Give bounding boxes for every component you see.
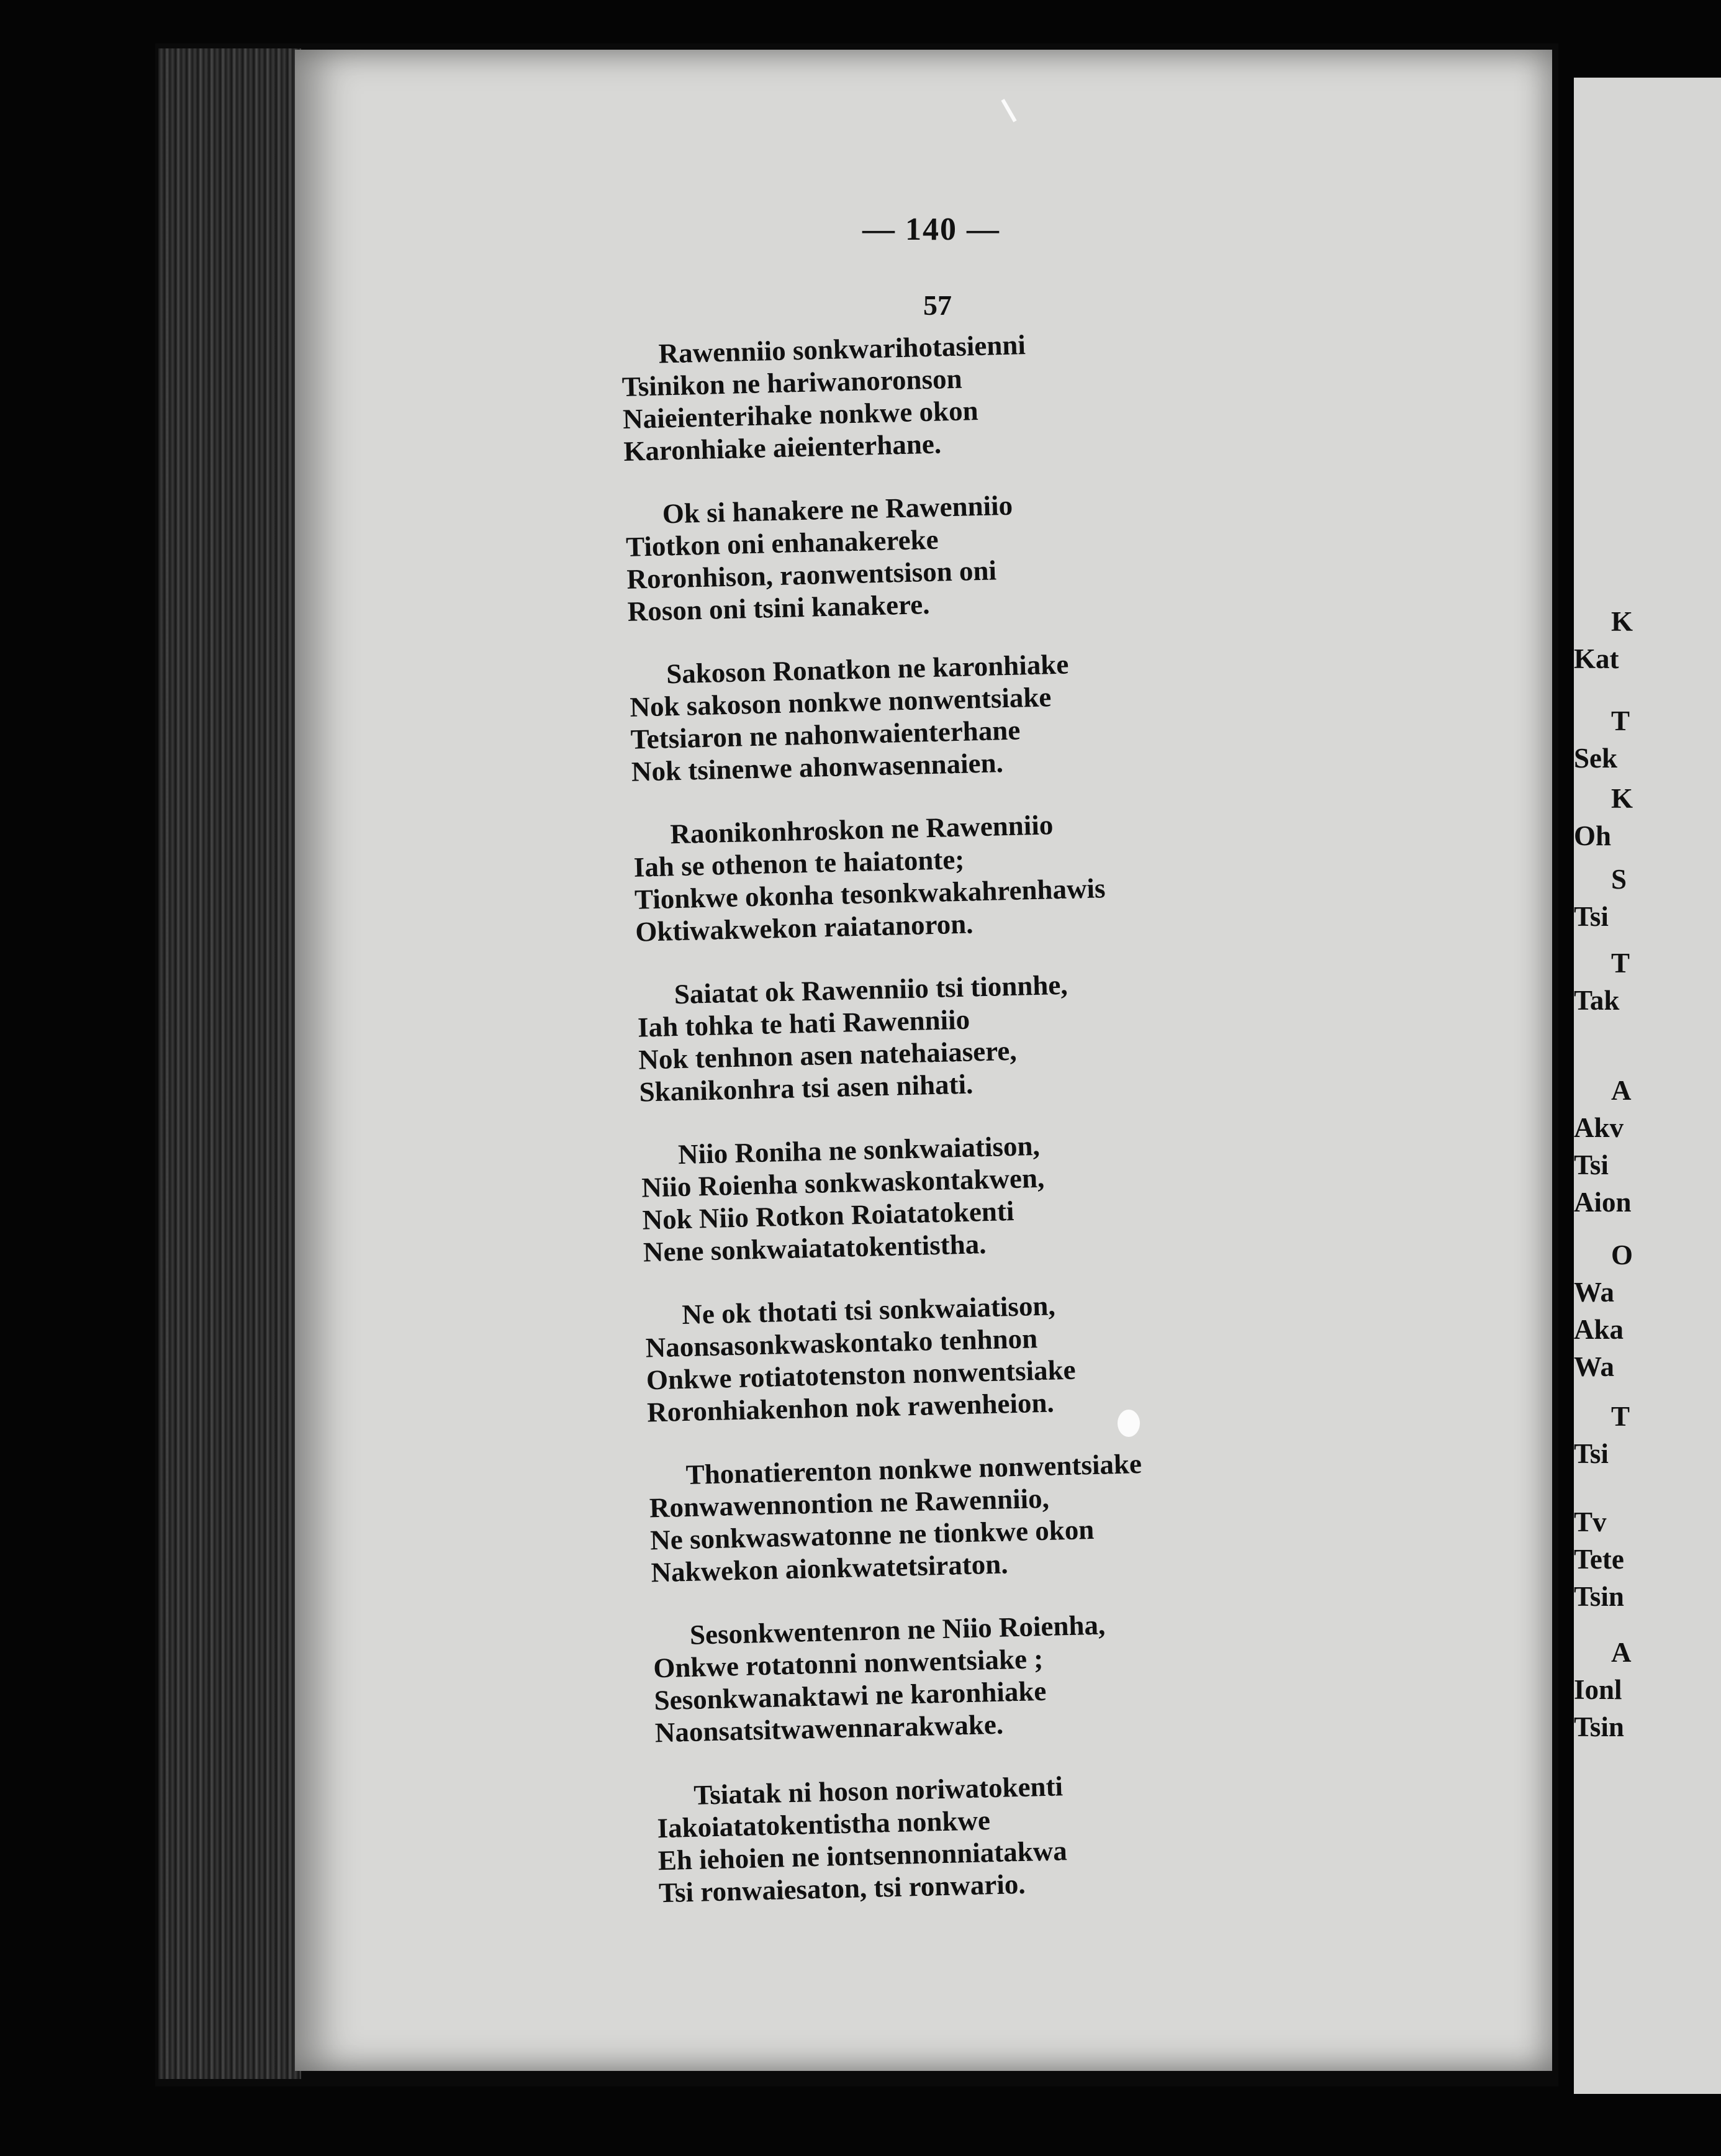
verse-line: Onkwe rotatonni nonwentsiake ; xyxy=(653,1643,1044,1684)
scan-speck xyxy=(1118,1410,1140,1437)
hymn-number: 57 xyxy=(923,289,952,321)
verse-line: Skanikonhra tsi asen nihati. xyxy=(639,1068,973,1108)
verse-line: Nene sonkwaiatatokentistha. xyxy=(643,1228,987,1268)
facing-page-fragment: Tete xyxy=(1574,1544,1624,1575)
stanza xyxy=(641,1124,1265,1268)
facing-page-fragment: Tsi xyxy=(1574,1438,1609,1469)
verse-line: Eh iehoien ne iontsennonniatakwa xyxy=(657,1835,1068,1877)
verse-line: Ne sonkwaswatonne ne tionkwe okon xyxy=(649,1513,1095,1556)
facing-page-fragment: Aion xyxy=(1574,1187,1632,1218)
verse-line: Tiotkon oni enhanakereke xyxy=(625,523,939,563)
facing-page-fragment: T xyxy=(1611,948,1630,979)
hymn-text xyxy=(621,324,1281,1941)
verse-line: Onkwe rotiatotenston nonwentsiake xyxy=(646,1354,1077,1396)
facing-page-fragment: Tsin xyxy=(1574,1711,1624,1742)
facing-page-fragment: Wa xyxy=(1574,1351,1615,1382)
verse-line: Saiatat ok Rawenniio tsi tionnhe, xyxy=(674,969,1068,1010)
verse-line: Iah tohka te hati Rawenniio xyxy=(637,1003,970,1043)
facing-page-fragment: S xyxy=(1611,864,1627,895)
stanza xyxy=(644,1284,1268,1428)
facing-page-fragment: K xyxy=(1611,606,1633,637)
verse-line: Ronwawennontion ne Rawenniio, xyxy=(649,1482,1050,1524)
verse-line: Nok tsinenwe ahonwasennaien. xyxy=(631,747,1004,787)
stanza xyxy=(656,1765,1280,1909)
verse-line: Tetsiaron ne nahonwaienterhane xyxy=(630,714,1021,755)
facing-page-fragment: Oh xyxy=(1574,820,1612,851)
verse-line: Rawenniio sonkwarihotasienni xyxy=(658,329,1026,369)
verse-line: Thonatierenton nonkwe nonwentsiake xyxy=(685,1448,1142,1490)
stanza xyxy=(633,804,1257,948)
verse-line: Naonsatsitwawennarakwake. xyxy=(654,1708,1004,1749)
page-number: — 140 — xyxy=(862,212,1000,247)
facing-page-fragment: Akv xyxy=(1574,1112,1624,1143)
verse-line: Nok tenhnon asen natehaiasere, xyxy=(638,1035,1018,1076)
facing-page-fragment: Tv xyxy=(1574,1506,1607,1538)
facing-page-fragment: Aka xyxy=(1574,1314,1624,1345)
facing-page-fragment: K xyxy=(1611,783,1633,814)
verse-line: Nok sakoson nonkwe nonwentsiake xyxy=(629,681,1052,723)
verse-line: Oktiwakwekon raiatanoron. xyxy=(635,908,974,948)
stanza xyxy=(636,964,1260,1108)
stanza xyxy=(652,1605,1276,1749)
verse-line: Roronhison, raonwentsison oni xyxy=(626,555,997,595)
verse-line: Naonsasonkwaskontako tenhnon xyxy=(645,1323,1038,1364)
stanza xyxy=(629,643,1253,787)
stanza xyxy=(621,324,1245,468)
verse-line: Ne ok thotati tsi sonkwaiatison, xyxy=(681,1290,1056,1331)
verse-line: Tionkwe okonha tesonkwakahrenhawis xyxy=(634,872,1106,915)
facing-page-fragment: Ionl xyxy=(1574,1674,1622,1705)
facing-page-edge xyxy=(1574,78,1721,2094)
verse-line: Sesonkwentenron ne Niio Roienha, xyxy=(689,1609,1106,1651)
facing-page-fragment: T xyxy=(1611,705,1630,736)
stanza xyxy=(625,483,1249,627)
verse-line: Iah se othenon te haiatonte; xyxy=(633,843,965,883)
facing-page-fragment: Kat xyxy=(1574,643,1619,674)
verse-line: Tsiatak ni hoson noriwatokenti xyxy=(693,1770,1064,1811)
verse-line: Sesonkwanaktawi ne karonhiake xyxy=(653,1675,1047,1716)
facing-page-fragment: Tak xyxy=(1574,985,1620,1016)
verse-line: Niio Roniha ne sonkwaiatison, xyxy=(677,1130,1041,1171)
verse-line: Karonhiake aieienterhane. xyxy=(623,428,942,467)
facing-page-fragment: Tsin xyxy=(1574,1581,1624,1612)
verse-line: Roson oni tsini kanakere. xyxy=(627,588,931,627)
facing-page-fragment: Tsi xyxy=(1574,901,1609,932)
verse-line: Nakwekon aionkwatetsiraton. xyxy=(650,1548,1009,1588)
verse-line: Nok Niio Rotkon Roiatatokenti xyxy=(642,1195,1014,1236)
facing-page-fragment: A xyxy=(1611,1637,1632,1668)
verse-line: Ok si hanakere ne Rawenniio xyxy=(662,489,1013,530)
facing-page-fragment: Tsi xyxy=(1574,1149,1609,1180)
facing-page-fragment: Sek xyxy=(1574,743,1618,774)
facing-page-fragment: A xyxy=(1611,1075,1632,1106)
verse-line: Naieienterihake nonkwe okon xyxy=(622,394,979,435)
stanza xyxy=(648,1444,1272,1588)
facing-page-fragment: T xyxy=(1611,1401,1630,1432)
verse-line: Tsi ronwaiesaton, tsi ronwario. xyxy=(658,1868,1026,1909)
page-edges xyxy=(158,48,301,2079)
facing-page-fragment: Wa xyxy=(1574,1277,1615,1308)
verse-line: Roronhiakenhon nok rawenheion. xyxy=(646,1387,1055,1428)
verse-line: Iakoiatatokentistha nonkwe xyxy=(657,1805,991,1844)
verse-line: Raonikonhroskon ne Rawenniio xyxy=(669,809,1054,850)
verse-line: Tsinikon ne hariwanoronson xyxy=(621,363,963,402)
verse-line: Sakoson Ronatkon ne karonhiake xyxy=(666,648,1069,690)
facing-page-fragment: O xyxy=(1611,1239,1633,1270)
verse-line: Niio Roienha sonkwaskontakwen, xyxy=(641,1162,1045,1203)
